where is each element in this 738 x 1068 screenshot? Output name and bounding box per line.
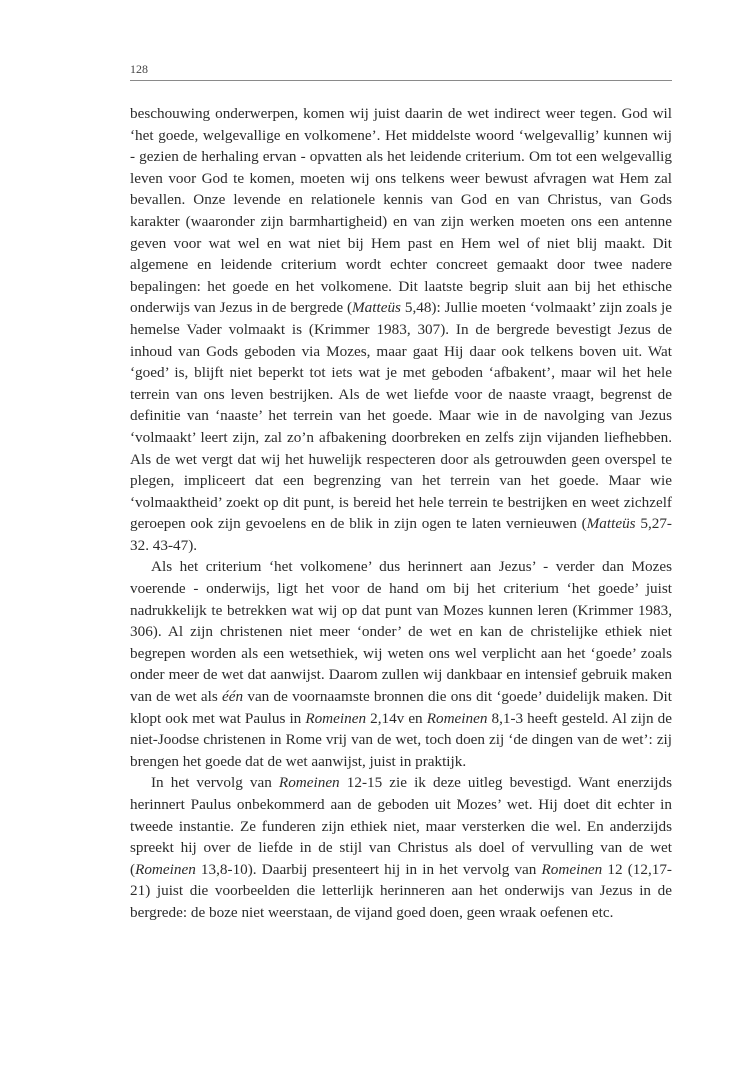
text-run: van de voornaamste bronnen die ons dit ‘goede’ duidelijk maken. Dit klopt ook met wat Paulus in xyxy=(130,688,673,727)
text-run: 2,14v en xyxy=(366,709,427,727)
italic-reference: Matteüs xyxy=(352,299,401,317)
text-run: beschouwing onderwerpen, komen wij juist daarin de wet indirect weer tegen. God wil ‘het goede, welgevallige en volkomene’. Het middelste woord ‘welgevallig’ kunnen wij - gezien de herhaling ervan - opvatten als het leidende criterium. Om tot een welgevallig leven voor God te komen, moeten wij ons telkens weer bewust afvragen wat Hem zal bevallen. Onze levende en relationele kennis van God en van Christus, van Gods karakter (waaronder zijn barmhartigheid) en van zijn werken moeten ons een antenne geven voor wat wel en wat niet bij Hem past en Hem wel of niet blij maakt. Dit algemene en leidende criterium wordt echter concreet gemaakt door twee nadere bepalingen: het goede en het volkomene. Dit laatste begrip sluit aan bij het ethische onderwijs van Jezus in de bergrede ( xyxy=(130,105,672,317)
text-run: 12 (12,17-21) juist die voorbeelden die letterlijk herinneren aan het onderwijs van Jezus in de bergrede: de boze niet weerstaan, de vijand goed doen, geen wraak oefenen etc. xyxy=(130,860,672,921)
text-run: 13,8-10). Daarbij presenteert hij in in het vervolg van xyxy=(195,860,542,878)
italic-reference: Romeinen xyxy=(135,860,196,878)
text-run: 5,27-32. 43-47). xyxy=(130,515,672,554)
italic-reference: Romeinen xyxy=(426,709,488,727)
text-run: Als het criterium ‘het volkomene’ dus herinnert aan Jezus’ - verder dan Mozes voerende - onderwijs, ligt het voor de hand om bij het criterium ‘het goede’ juist nadrukkelijk te betrekken wat wij op dat punt van Mozes kunnen leren (Krimmer 1983, 306). Al zijn christenen niet meer ‘onder’ de wet en kan de christelijke ethiek niet begrepen worden als een wetsethiek, wij weten ons wel verplicht aan het ‘goede’ zoals onder meer de wet dat aanwijst. Daarom zullen wij dankbaar en intensief gebruik maken van de wet als xyxy=(130,558,672,706)
italic-reference: één xyxy=(222,688,244,706)
italic-reference: Romeinen xyxy=(305,709,367,727)
text-run: In het vervolg van xyxy=(151,774,279,792)
running-header xyxy=(130,62,672,81)
text-run: 5,48): Jullie moeten ‘volmaakt’ zijn zoals je hemelse Vader volmaakt is (Krimmer 1983, 307). In de bergrede bevestigt Jezus de inhoud van Gods geboden via Mozes, maar gaat Hij daar ook telkens boven uit. Wat ‘goed’ is, blijft niet beperkt tot iets wat je met geboden ‘afbakent’, maar wil het hele terrein van ons leven bestrijken. Als de wet liefde voor de naaste vraagt, begrenst de definitie van ‘naaste’ het terrein van het goede. Maar wie in de navolging van Jezus ‘volmaakt’ leert zijn, zal zo’n afbakening doorbreken en zelfs zijn vijanden liefhebben. Als de wet vergt dat wij het huwelijk respecteren door als getrouwden geen overspel te plegen, impliceert dat een begrenzing van het terrein van het goede. Maar wie ‘volmaaktheid’ zoekt op dit punt, is bereid het hele terrein te bestrijken en weet zichzelf geroepen ook zijn gevoelens en de blik in zijn ogen te laten vernieuwen ( xyxy=(130,299,672,533)
paragraph xyxy=(130,556,672,772)
paragraph xyxy=(130,772,672,923)
italic-reference: Romeinen xyxy=(278,774,340,792)
italic-reference: Matteüs xyxy=(586,515,636,533)
body-text xyxy=(130,103,672,924)
text-run: 12-15 zie ik deze uitleg bevestigd. Want enerzijds herinnert Paulus onbekommerd aan de geboden uit Mozes’ wet. Hij doet dit echter in tweede instantie. Ze funderen zijn ethiek niet, maar versterken die wel. En anderzijds spreekt hij over de liefde in de stijl van Christus als doel of vervulling van de wet ( xyxy=(130,774,672,878)
italic-reference: Romeinen xyxy=(541,860,603,878)
text-run: 8,1-3 heeft gesteld. Al zijn de niet-Joodse christenen in Rome vrij van de wet, toch doen zij ‘de dingen van de wet’: zij brengen het goede dat de wet aanwijst, juist in praktijk. xyxy=(130,709,672,770)
paragraph xyxy=(130,103,672,556)
page-number: 128 xyxy=(130,62,148,76)
